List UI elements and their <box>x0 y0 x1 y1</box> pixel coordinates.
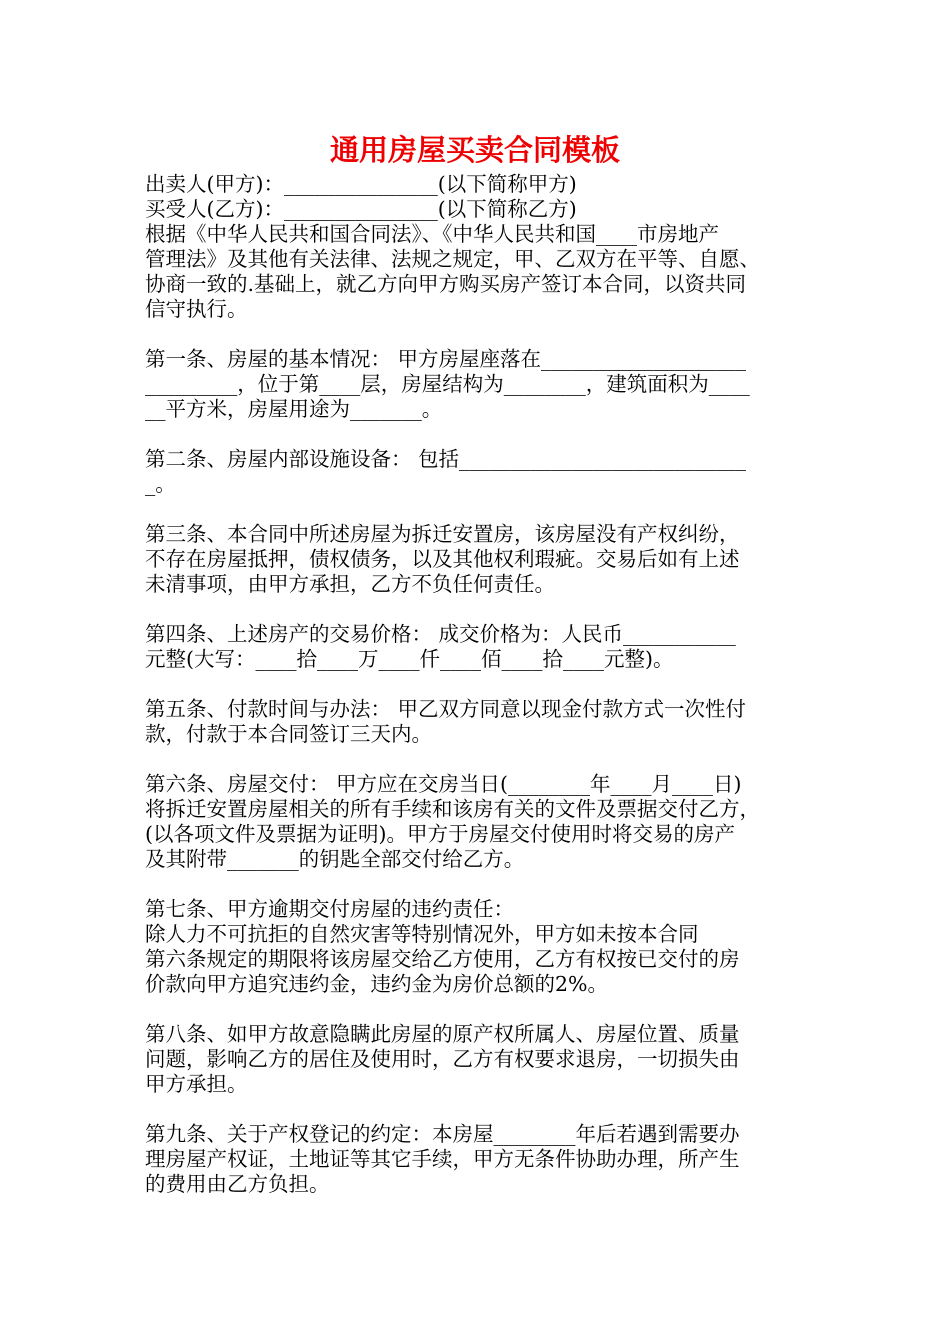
text-line: 第三条、本合同中所述房屋为拆迁安置房，该房屋没有产权纠纷， <box>145 522 740 546</box>
text-line: 将拆迁安置房屋相关的所有手续和该房有关的文件及票据交付乙方， <box>145 797 760 821</box>
text-line: 管理法》及其他有关法律、法规之规定，甲、乙双方在平等、自愿、 <box>145 247 760 271</box>
paragraph-gap <box>145 422 813 447</box>
text-line: (以各项文件及票据为证明)。甲方于房屋交付使用时将交易的房产 <box>145 822 735 846</box>
document-body <box>145 172 813 1197</box>
text-line: 未清事项，由甲方承担，乙方不负任何责任。 <box>145 572 555 596</box>
text-line: __平方米，房屋用途为_______。 <box>145 397 443 421</box>
paragraph-gap <box>145 672 813 697</box>
text-line: _。 <box>145 472 176 496</box>
text-line: 第六条、房屋交付： 甲方应在交房当日(________年____月____日) <box>145 772 742 796</box>
text-line: 第五条、付款时间与办法： 甲乙双方同意以现金付款方式一次性付 <box>145 697 747 721</box>
text-line: 甲方承担。 <box>145 1072 248 1096</box>
text-line: 价款向甲方追究违约金，违约金为房价总额的2%。 <box>145 972 609 996</box>
text-line: 及其附带_______的钥匙全部交付给乙方。 <box>145 847 525 871</box>
paragraph-gap <box>145 747 813 772</box>
text-line: 第二条、房屋内部设施设备： 包括____________________________ <box>145 447 747 471</box>
paragraph-gap <box>145 597 813 622</box>
document-title: 通用房屋买卖合同模板 <box>329 133 620 167</box>
text-line: 不存在房屋抵押，债权债务，以及其他权利瑕疵。交易后如有上述 <box>145 547 740 571</box>
paragraph-gap <box>145 872 813 897</box>
text-line: 第八条、如甲方故意隐瞒此房屋的原产权所属人、房屋位置、质量 <box>145 1022 740 1046</box>
text-line: 根据《中华人民共和国合同法》、《中华人民共和国____市房地产 <box>145 222 719 246</box>
text-line: 第九条、关于产权登记的约定：本房屋________年后若遇到需要办 <box>145 1122 740 1146</box>
text-line: 买受人(乙方)：_______________(以下简称乙方) <box>145 197 577 221</box>
paragraph-gap <box>145 1097 813 1122</box>
text-line: 元整(大写：____拾____万____仟____佰____拾____元整)。 <box>145 647 674 671</box>
text-line: 问题，影响乙方的居住及使用时，乙方有权要求退房，一切损失由 <box>145 1047 740 1071</box>
text-line: _________，位于第____层，房屋结构为________，建筑面积为____ <box>145 372 750 396</box>
text-line: 出卖人(甲方)：_______________(以下简称甲方) <box>145 172 577 196</box>
paragraph-gap <box>145 497 813 522</box>
text-line: 第四条、上述房产的交易价格： 成交价格为：人民币___________ <box>145 622 736 646</box>
text-line: 理房屋产权证，土地证等其它手续，甲方无条件协助办理，所产生 <box>145 1147 740 1171</box>
text-line: 除人力不可抗拒的自然灾害等特别情况外，甲方如未按本合同 <box>145 922 699 946</box>
text-line: 的费用由乙方负担。 <box>145 1172 330 1196</box>
text-line: 第一条、房屋的基本情况： 甲方房屋座落在____________________ <box>145 347 747 371</box>
text-line: 第七条、甲方逾期交付房屋的违约责任： <box>145 897 514 921</box>
text-line: 第六条规定的期限将该房屋交给乙方使用，乙方有权按已交付的房 <box>145 947 740 971</box>
text-line: 款，付款于本合同签订三天内。 <box>145 722 432 746</box>
paragraph-gap <box>145 322 813 347</box>
text-line: 信守执行。 <box>145 297 248 321</box>
text-line: 协商一致的.基础上，就乙方向甲方购买房产签订本合同，以资共同 <box>145 272 747 296</box>
paragraph-gap <box>145 997 813 1022</box>
